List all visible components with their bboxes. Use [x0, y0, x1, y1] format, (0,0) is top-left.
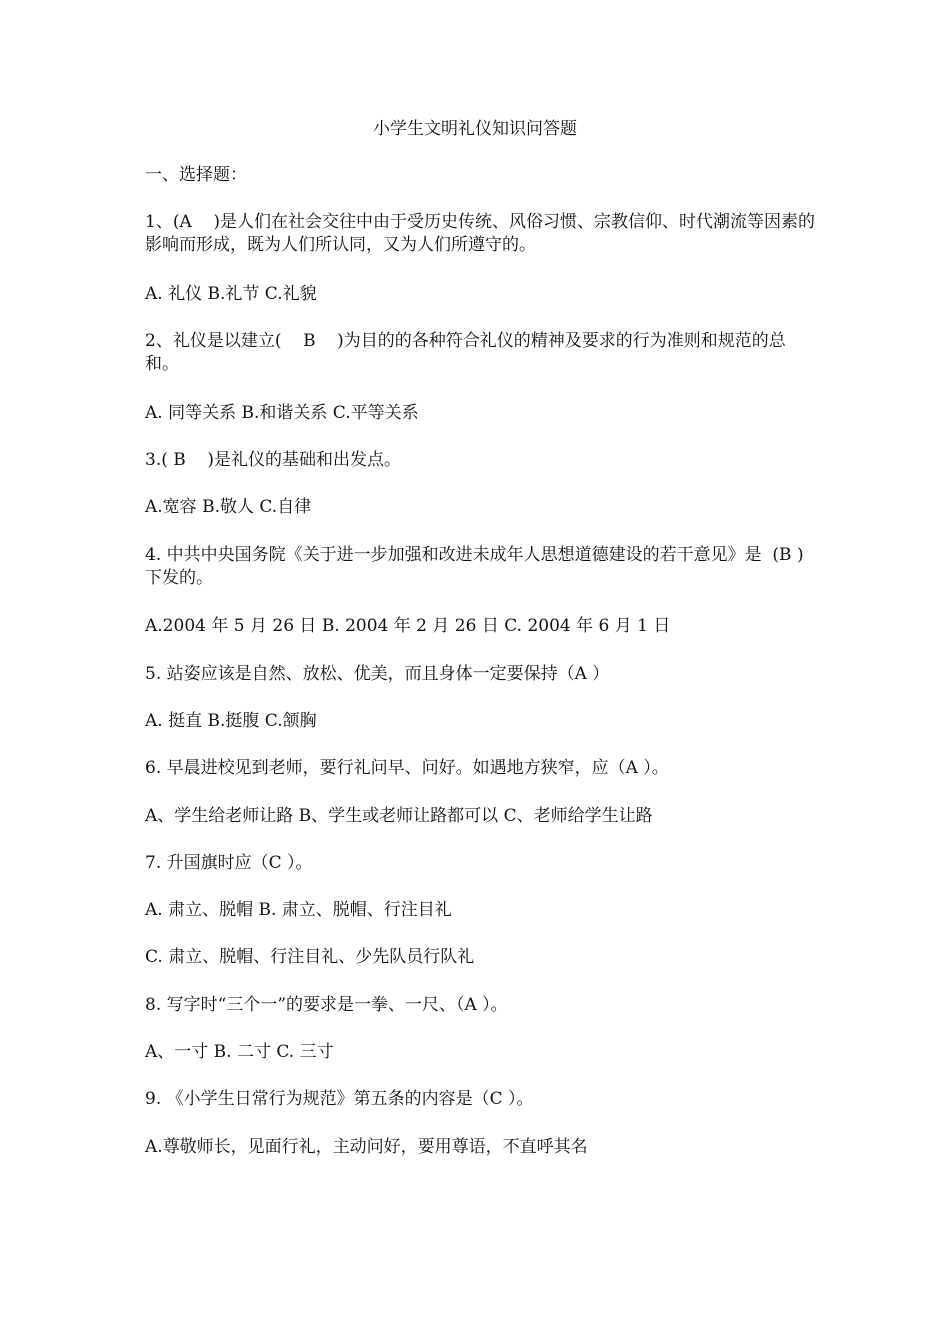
question-6: 6. 早晨进校见到老师，要行礼问早、问好。如遇地方狭窄，应（A ）。 — [145, 758, 669, 778]
question-3: 3.( B )是礼仪的基础和出发点。 — [145, 450, 401, 470]
options-1: A. 礼仪 B.礼节 C.礼貌 — [145, 284, 317, 304]
options-8: A、一寸 B. 二寸 C. 三寸 — [145, 1042, 334, 1062]
question-9: 9. 《小学生日常行为规范》第五条的内容是（C ）。 — [145, 1089, 534, 1109]
question-8: 8. 写字时“三个一”的要求是一拳、一尺、（A ）。 — [145, 995, 508, 1015]
question-7: 7. 升国旗时应（C ）。 — [145, 853, 313, 873]
section-heading: 一、选择题： — [145, 165, 247, 185]
options-7a: A. 肃立、脱帽 B. 肃立、脱帽、行注目礼 — [145, 900, 452, 920]
question-4: 4. 中共中央国务院《关于进一步加强和改进未成年人思想道德建设的若干意见》是 (B ) 下发的。 — [145, 545, 809, 588]
options-3: A.宽容 B.敬人 C.自律 — [145, 497, 312, 517]
options-9a: A.尊敬师长，见面行礼，主动问好，要用尊语，不直呼其名 — [145, 1137, 588, 1157]
document-title: 小学生文明礼仪知识问答题 — [373, 119, 577, 139]
options-6: A、学生给老师让路 B、学生或老师让路都可以 C、老师给学生让路 — [145, 806, 653, 826]
question-2: 2、礼仪是以建立( B )为目的的各种符合礼仪的精神及要求的行为准则和规范的总和。 — [145, 331, 786, 374]
question-1: 1、(A )是人们在社会交往中由于受历史传统、风俗习惯、宗教信仰、时代潮流等因素的影响而形成，既为人们所认同，又为人们所遵守的。 — [145, 212, 815, 255]
options-4: A.2004 年 5 月 26 日 B. 2004 年 2 月 26 日 C. 2004 年 6 月 1 日 — [145, 616, 671, 636]
options-2: A. 同等关系 B.和谐关系 C.平等关系 — [145, 403, 419, 423]
question-5: 5. 站姿应该是自然、放松、优美，而且身体一定要保持（A ） — [145, 664, 610, 684]
options-7b: C. 肃立、脱帽、行注目礼、少先队员行队礼 — [145, 947, 475, 967]
options-5: A. 挺直 B.挺腹 C.颔胸 — [145, 711, 317, 731]
